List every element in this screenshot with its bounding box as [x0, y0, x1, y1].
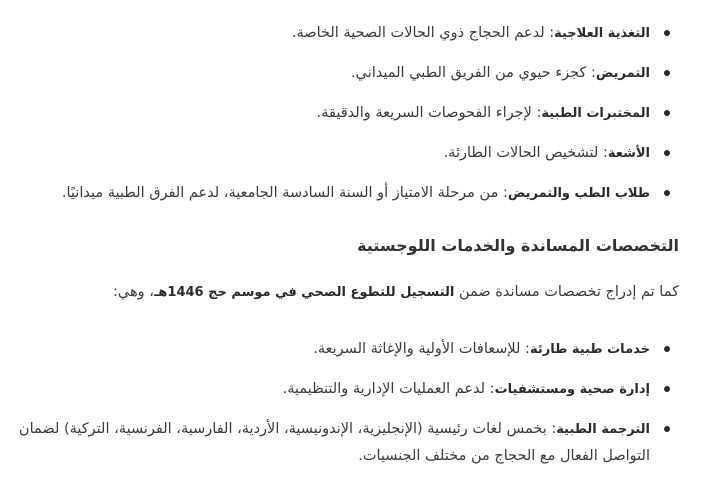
bullet-icon	[664, 30, 670, 36]
bullet-icon	[664, 386, 670, 392]
item-term: خدمات طبية طارئة	[529, 342, 650, 357]
list-item	[14, 20, 683, 47]
item-term: التمريض	[595, 66, 650, 81]
list-item	[14, 416, 683, 469]
item-description: : لدعم العمليات الإدارية والتنظيمية.	[282, 381, 495, 397]
support-services-list	[14, 306, 683, 469]
list-item	[14, 180, 683, 207]
bullet-icon	[664, 346, 670, 352]
bullet-icon	[664, 150, 670, 156]
intro-text-before: كما تم إدراج تخصصات مساندة ضمن	[454, 284, 679, 300]
list-item	[14, 336, 683, 363]
item-term: الأشعة	[607, 146, 650, 161]
list-item	[14, 376, 683, 403]
item-term: التغذية العلاجية	[554, 26, 650, 41]
bullet-icon	[664, 190, 670, 196]
bullet-icon	[664, 110, 670, 116]
item-term: طلاب الطب والتمريض	[507, 186, 650, 201]
list-item	[14, 140, 683, 167]
item-description: : للإسعافات الأولية والإغاثة السريعة.	[313, 341, 530, 357]
section-heading: التخصصات المساندة والخدمات اللوجستية	[357, 236, 679, 255]
intro-paragraph	[14, 279, 683, 306]
item-term: المختبرات الطبية	[541, 106, 650, 121]
item-term: إدارة صحية ومستشفيات	[494, 382, 650, 397]
list-item	[14, 100, 683, 127]
item-description: : لتشخيص الحالات الطارئة.	[443, 145, 608, 161]
list-item	[14, 60, 683, 87]
item-term: الترجمة الطبية	[556, 422, 650, 437]
item-description: : من مرحلة الامتياز أو السنة السادسة الجامعية، لدعم الفرق الطبية ميدانيًا.	[61, 185, 508, 201]
intro-strong-text: التسجيل للتطوع الصحي في موسم حج 1446هـ	[153, 285, 455, 300]
item-description: : لإجراء الفحوصات السريعة والدقيقة.	[316, 105, 542, 121]
item-description: : لدعم الحجاج ذوي الحالات الصحية الخاصة.	[291, 25, 555, 41]
bullet-icon	[664, 70, 670, 76]
item-description: : بخمس لغات رئيسية (الإنجليزية، الإندونيسية، الأردية، الفارسية، الفرنسية، التركية) لضمان التواصل الفعال مع الحجاج من مختلف الجنسيات.	[18, 421, 650, 464]
specialties-list	[14, 0, 683, 207]
item-description: : كجزء حيوي من الفريق الطبي الميداني.	[351, 65, 596, 81]
bullet-icon	[664, 426, 670, 432]
intro-text-after: ، وهي:	[113, 284, 154, 300]
